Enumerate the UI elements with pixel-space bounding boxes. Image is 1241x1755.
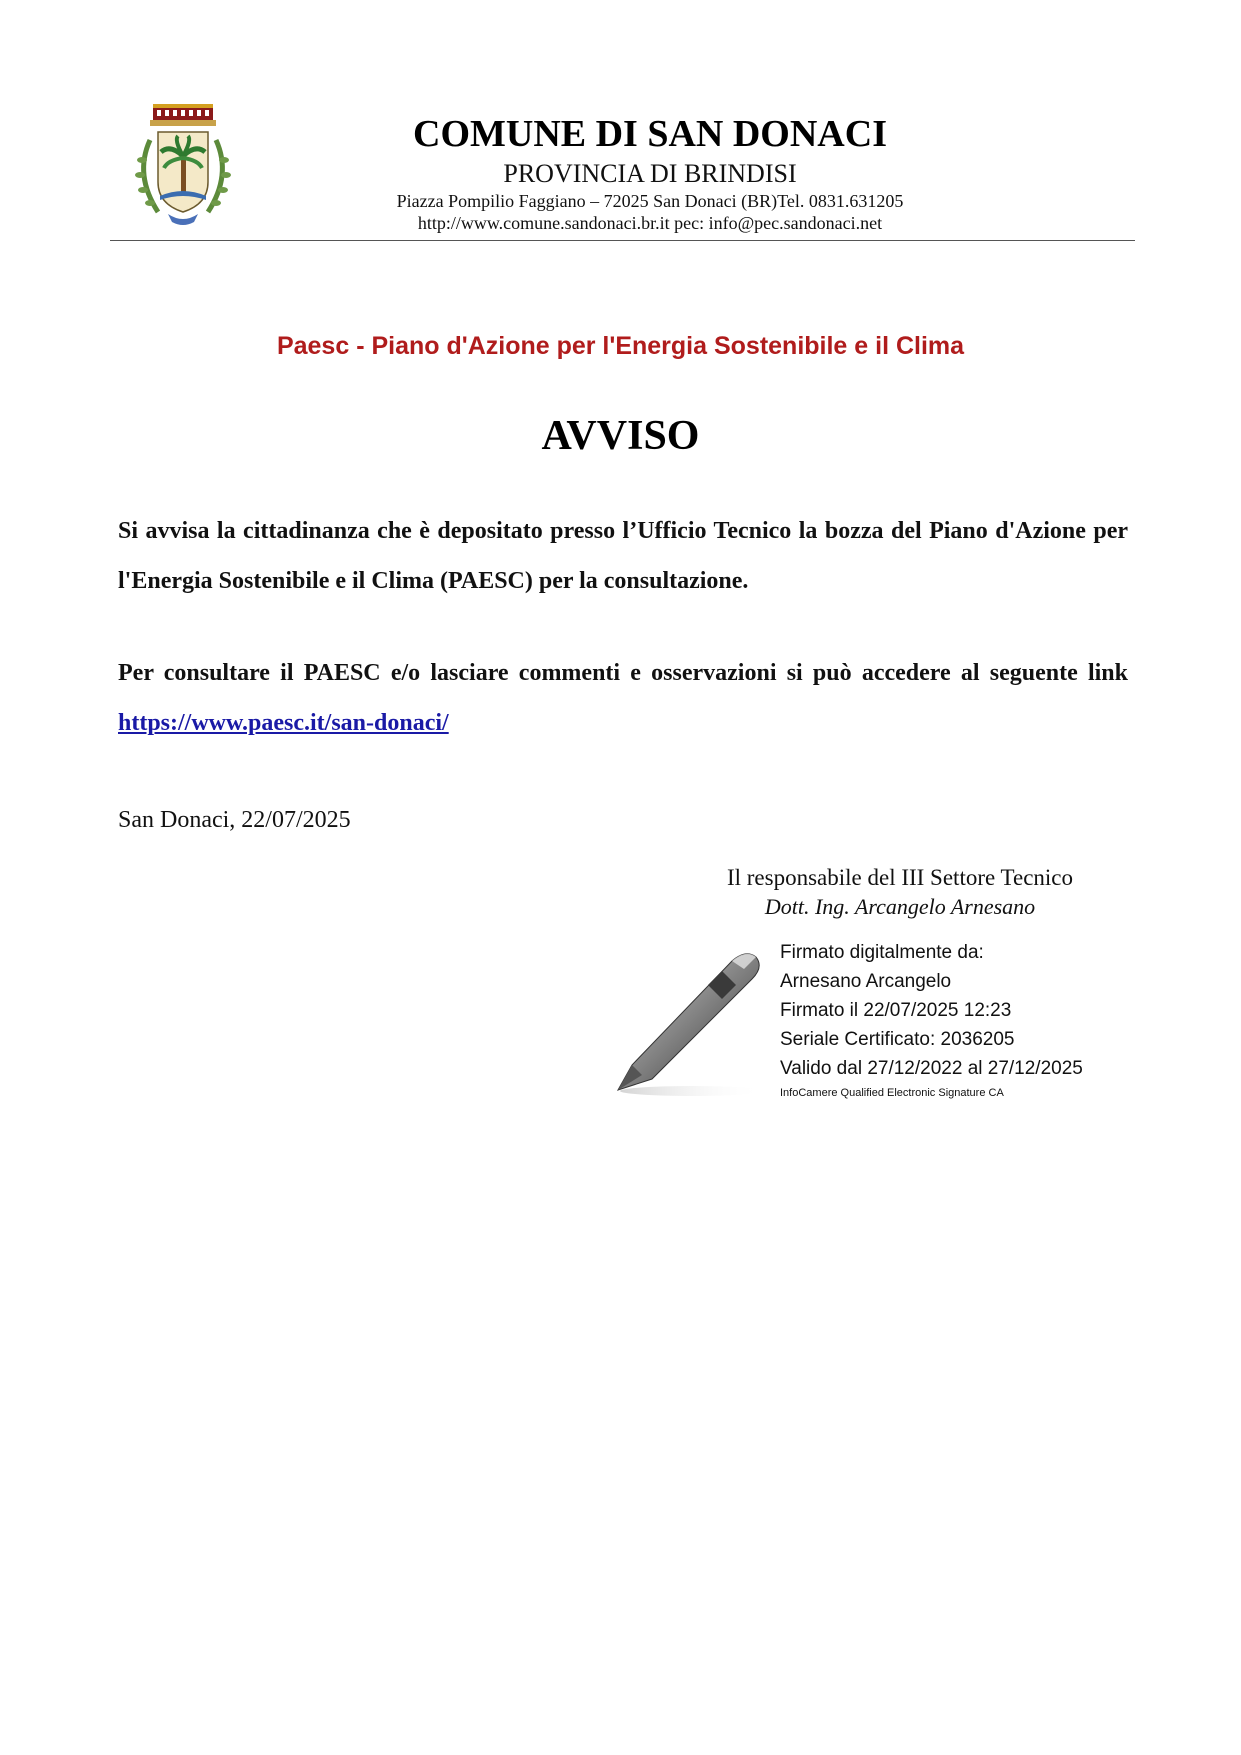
- signature-date: Firmato il 22/07/2025 12:23: [780, 1000, 1012, 1021]
- pen-icon: [612, 945, 777, 1105]
- signature-signer: Arnesano Arcangelo: [780, 971, 952, 992]
- signature-validity: Valido dal 27/12/2022 al 27/12/2025: [780, 1058, 1083, 1079]
- signatory-name: Dott. Ing. Arcangelo Arnesano: [764, 894, 1036, 919]
- document-subject: Paesc - Piano d'Azione per l'Energia Sostenibile e il Clima: [276, 332, 965, 360]
- signature-serial: Seriale Certificato: 2036205: [780, 1029, 1015, 1050]
- header-divider: [110, 240, 1135, 241]
- province-name: PROVINCIA DI BRINDISI: [503, 159, 797, 188]
- notice-paragraph-2-text: Per consultare il PAESC e/o lasciare commenti e osservazioni si può accedere al seguente link: [118, 660, 1128, 686]
- paesc-link[interactable]: https://www.paesc.it/san-donaci/: [118, 710, 449, 736]
- notice-paragraph-1: Si avvisa la cittadinanza che è depositato presso l’Ufficio Tecnico la bozza del Piano d'Azione per l'Energia Sostenibile e il Clima (PAESC) per la consultazione.: [118, 518, 1128, 594]
- municipality-name: COMUNE DI SAN DONACI: [413, 113, 887, 155]
- notice-paragraph-2: [118, 648, 1128, 748]
- letterhead: [300, 112, 1000, 234]
- document-title: AVVISO: [541, 413, 700, 459]
- address-line: Piazza Pompilio Faggiano – 72025 San Donaci (BR)Tel. 0831.631205: [396, 191, 904, 211]
- contacts-line: http://www.comune.sandonaci.br.it pec: info@pec.sandonaci.net: [417, 213, 883, 233]
- signature-ca: InfoCamere Qualified Electronic Signature CA: [780, 1087, 1004, 1099]
- place-date: San Donaci, 22/07/2025: [118, 807, 351, 833]
- digital-signature-block: [780, 938, 1083, 1101]
- signatory-role: Il responsabile del III Settore Tecnico: [726, 865, 1074, 890]
- signature-line-1: Firmato digitalmente da:: [780, 942, 984, 963]
- coat-of-arms-icon: [128, 100, 238, 230]
